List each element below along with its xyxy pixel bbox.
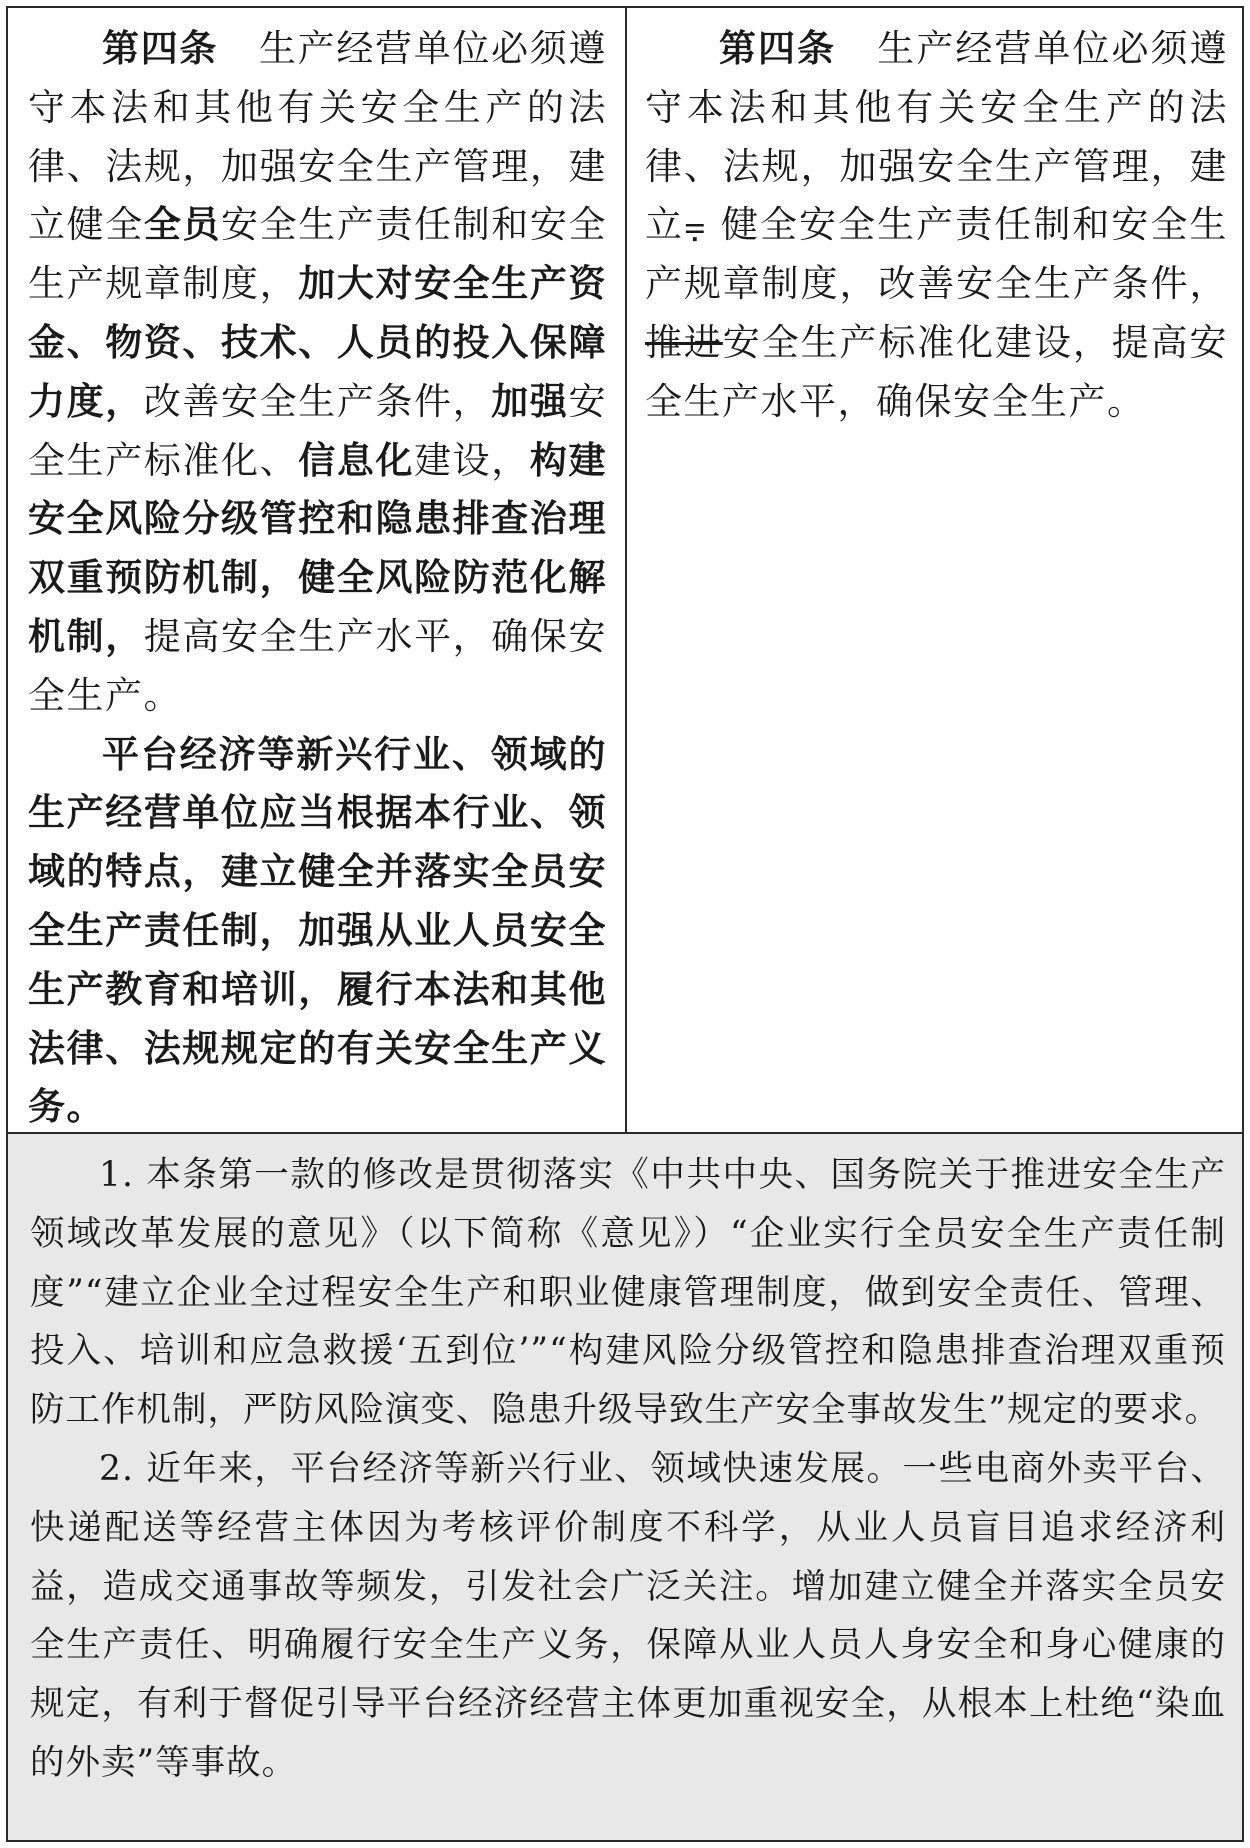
bold-text-segment: 构建安全风险分级管控和隐患排查治理双重预防机制，健全风险防范化解机制， [28, 438, 608, 658]
text-segment: 生产经营单位必须遵守本法和其他有关安全生产的法律、法规，加强安全生产管理，建立 [645, 27, 1228, 247]
revision-notes-box [6, 1132, 1244, 1842]
article-number: 第四条 [719, 27, 837, 70]
article-number: 第四条 [102, 27, 219, 70]
text-segment: 生产经营单位必须遵守本法和其他有关安全生产的法律、法规，加强安全生产管理，建立健全 [28, 27, 607, 247]
bold-text-segment: 平台经济等新兴行业、领域的生产经营单位应当根据本行业、领域的特点，建立健全并落实全员安全生产责任制，加强从业人员安全生产教育和培训，履行本法和其他法律、法规规定的有关安全生产义务。 [28, 732, 607, 1129]
bold-text-segment: 加大对安全生产资金、物资、技术、人员的投入保障力度， [28, 262, 607, 423]
text-segment: 提高安全生产水平，确保安全生产。 [28, 614, 608, 717]
text-segment: 安全生产标准化、 [28, 379, 608, 482]
revision-note-2: 2. 近年来，平台经济等新兴行业、领域快速发展。一些电商外卖平台、快递配送等经营主体因为考核评价制度不科学，从业人员盲目追求经济利益，造成交通事故等频发，引发社会广泛关注。增加建立健全并落实全员安全生产责任、明确履行安全生产义务，保障从业人员人身安全和身心健康的规定，有利于督促引导平台经济经营主体更加重视安全，从根本上杜绝“染血的外卖”等事故。 [30, 1448, 1226, 1783]
deleted-text-segment: 推进 [645, 320, 723, 364]
new-article-paragraph-1 [645, 20, 1228, 432]
text-segment: 改善安全生产条件， [143, 379, 492, 423]
text-segment: 安全生产标准化建设，提高安全生产水平，确保安全生产。 [645, 320, 1229, 423]
old-article-paragraph-2 [28, 726, 607, 1132]
revision-note-1: 1. 本条第一款的修改是贯彻落实《中共中央、国务院关于推进安全生产领域改革发展的意见》（以下简称《意见》）“企业实行全员安全生产责任制度”“建立企业全过程安全生产和职业健康管理制度，做到安全责任、管理、投入、培训和应急救援‘五到位’”“构建风险分级管控和隐患排查治理双重预防工作机制，严防风险演变、隐患升级导致生产安全事故发生”规定的要求。 [30, 1155, 1226, 1431]
bold-text-segment: 加强 [491, 379, 569, 423]
text-segment: 健全安全生产责任制和安全生产规章制度，改善安全生产条件， [645, 203, 1228, 306]
text-segment: 安全生产责任制和安全生产规章制度， [28, 203, 608, 306]
article-comparison-table [6, 6, 1244, 1134]
text-segment: 建设， [414, 438, 530, 482]
old-article-paragraph-1 [28, 20, 607, 726]
bold-text-segment: 信息化 [298, 438, 415, 482]
bold-text-segment: 全员 [143, 203, 222, 247]
old-article-column [8, 8, 627, 1132]
edit-mark: ⩦ [684, 203, 708, 247]
new-article-column [627, 8, 1242, 1132]
